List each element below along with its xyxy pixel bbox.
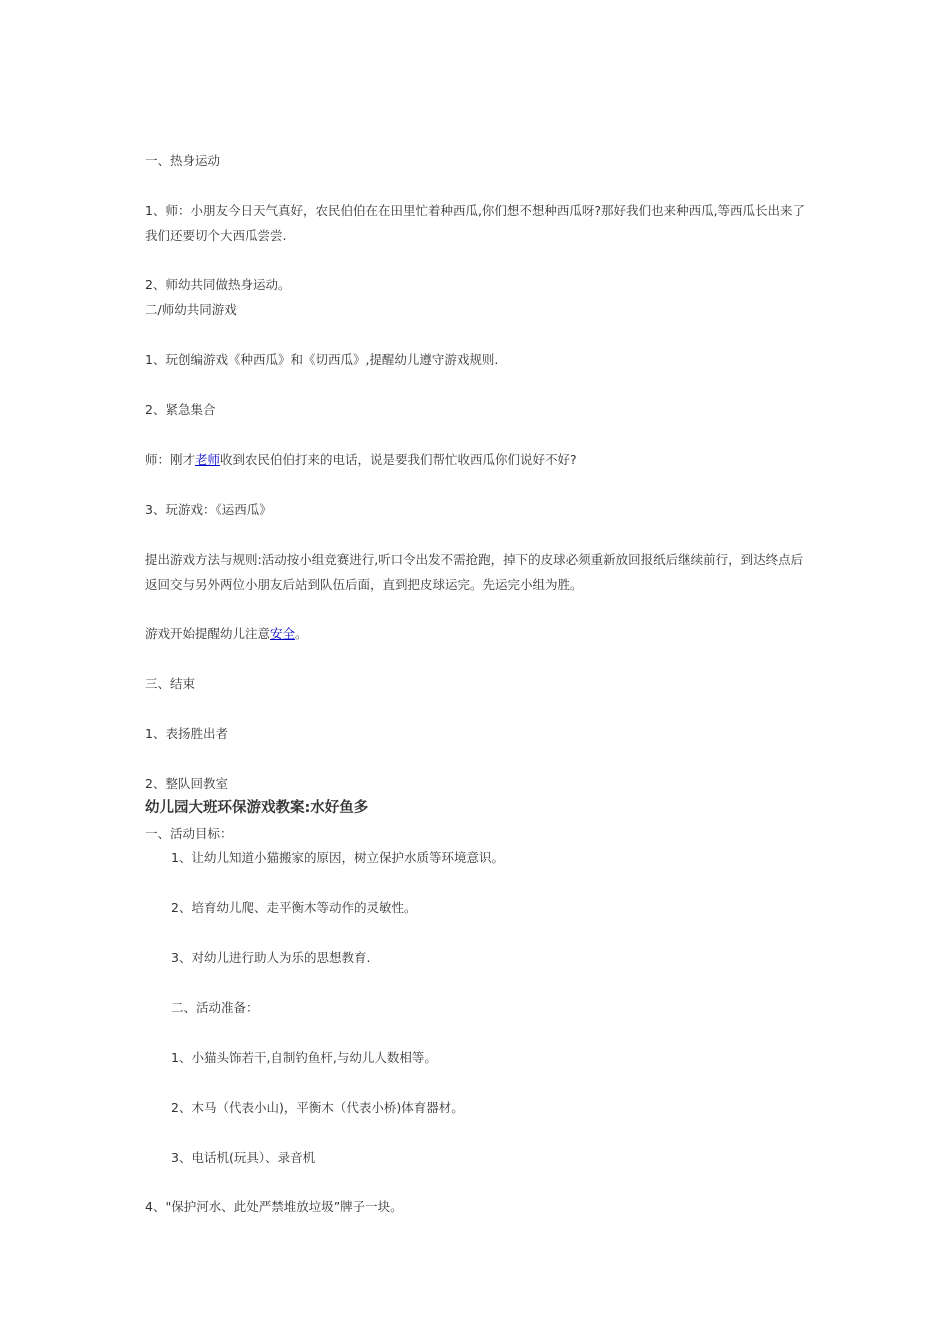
section-title-game: 二/师幼共同游戏 (145, 302, 237, 317)
paragraph-warmup-exercise: 2、师幼共同做热身运动。 (145, 277, 291, 292)
teacher-link[interactable]: 老师 (195, 452, 221, 467)
preparation-item-2: 2、木马（代表小山)，平衡木（代表小桥)体育器材。 (171, 1100, 464, 1115)
preparation-title: 二、活动准备： (171, 1000, 259, 1015)
paragraph-safety (145, 621, 815, 646)
preparation-item-1: 1、小猫头饰若干,自制钓鱼杆,与幼儿人数相等。 (171, 1050, 437, 1065)
goal-item-2: 2、培育幼儿爬、走平衡木等动作的灵敏性。 (171, 900, 417, 915)
paragraph-assembly: 2、紧急集合 (145, 402, 216, 417)
paragraph-game-method: 提出游戏方法与规则:活动按小组竞赛进行,听口令出发不需抢跑，掉下的皮球必须重新放回报纸后继续前行，到达终点后返回交与另外两位小朋友后站到队伍后面，直到把皮球运完。先运完小组为胜。 (145, 552, 804, 592)
goal-item-1: 1、让幼儿知道小猫搬家的原因，树立保护水质等环境意识。 (171, 850, 504, 865)
section-title-warmup: 一、热身运动 (145, 153, 221, 168)
safety-text-before: 游戏开始提醒幼儿注意 (145, 626, 271, 641)
paragraph-praise-winners: 1、表扬胜出者 (145, 726, 228, 741)
lesson-heading: 幼儿园大班环保游戏教案:水好鱼多 (145, 800, 369, 816)
preparation-item-3: 3、电话机(玩具）、录音机 (171, 1150, 316, 1165)
phone-call-text-before: 师：刚才 (145, 452, 196, 467)
section-title-end: 三、结束 (145, 676, 196, 691)
safety-text-after: 。 (295, 626, 308, 641)
goals-title: 一、活动目标： (145, 826, 233, 841)
paragraph-phone-call (145, 447, 815, 472)
goal-item-3: 3、对幼儿进行助人为乐的思想教育. (171, 950, 371, 965)
preparation-item-4: 4、"保护河水、此处严禁堆放垃圾”牌子一块。 (145, 1199, 403, 1214)
safety-link[interactable]: 安全 (270, 626, 296, 641)
paragraph-teacher-intro: 1、师：小朋友今日天气真好，农民伯伯在在田里忙着种西瓜,你们想不想种西瓜呀?那好我们也来种西瓜,等西瓜长出来了我们还要切个大西瓜尝尝. (145, 203, 806, 243)
paragraph-transport-game: 3、玩游戏：《运西瓜》 (145, 502, 272, 517)
paragraph-return-classroom: 2、整队回教室 (145, 776, 228, 791)
paragraph-game-rules: 1、玩创编游戏《种西瓜》和《切西瓜》,提醒幼儿遵守游戏规则. (145, 352, 499, 367)
phone-call-text-after: 收到农民伯伯打来的电话，说是要我们帮忙收西瓜你们说好不好? (220, 452, 577, 467)
